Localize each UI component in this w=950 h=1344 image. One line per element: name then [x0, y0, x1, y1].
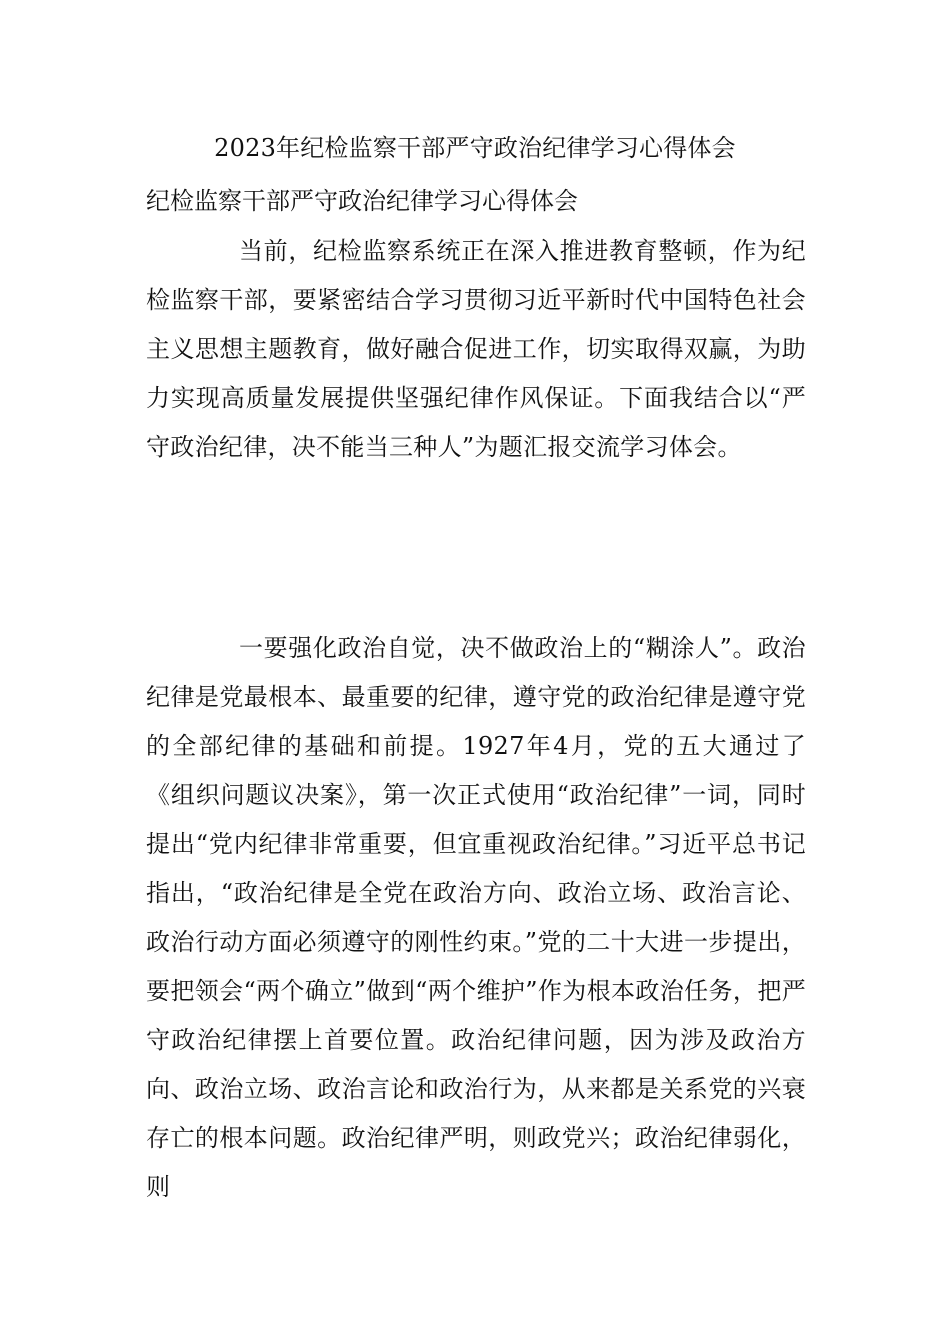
document-title: 2023年纪检监察干部严守政治纪律学习心得体会 — [214, 134, 736, 162]
body-paragraph: 当前，纪检监察系统正在深入推进教育整顿，作为纪检监察干部，要紧密结合学习贯彻习近平新时代中国特色社会主义思想主题教育，做好融合促进工作，切实取得双赢，为助力实现高质量发展提供坚强纪律作风保证。下面我结合以“严守政治纪律，决不能当三种人”为题汇报交流学习体会。 — [146, 237, 806, 461]
document-subtitle: 纪检监察干部严守政治纪律学习心得体会 — [146, 187, 578, 215]
body-paragraph: 一要强化政治自觉，决不做政治上的“糊涂人”。政治纪律是党最根本、最重要的纪律，遵守党的政治纪律是遵守党的全部纪律的基础和前提。1927年4月，党的五大通过了《组织问题议决案》，第一次正式使用“政治纪律”一词，同时提出“党内纪律非常重要，但宜重视政治纪律。”习近平总书记指出，“政治纪律是全党在政治方向、政治立场、政治言论、政治行动方面必须遵守的刚性约束。”党的二十大进一步提出，要把领会“两个确立”做到“两个维护”作为根本政治任务，把严守政治纪律摆上首要位置。政治纪律问题，因为涉及政治方向、政治立场、政治言论和政治行为，从来都是关系党的兴衰存亡的根本问题。政治纪律严明，则政党兴；政治纪律弱化，则 — [146, 634, 806, 1201]
